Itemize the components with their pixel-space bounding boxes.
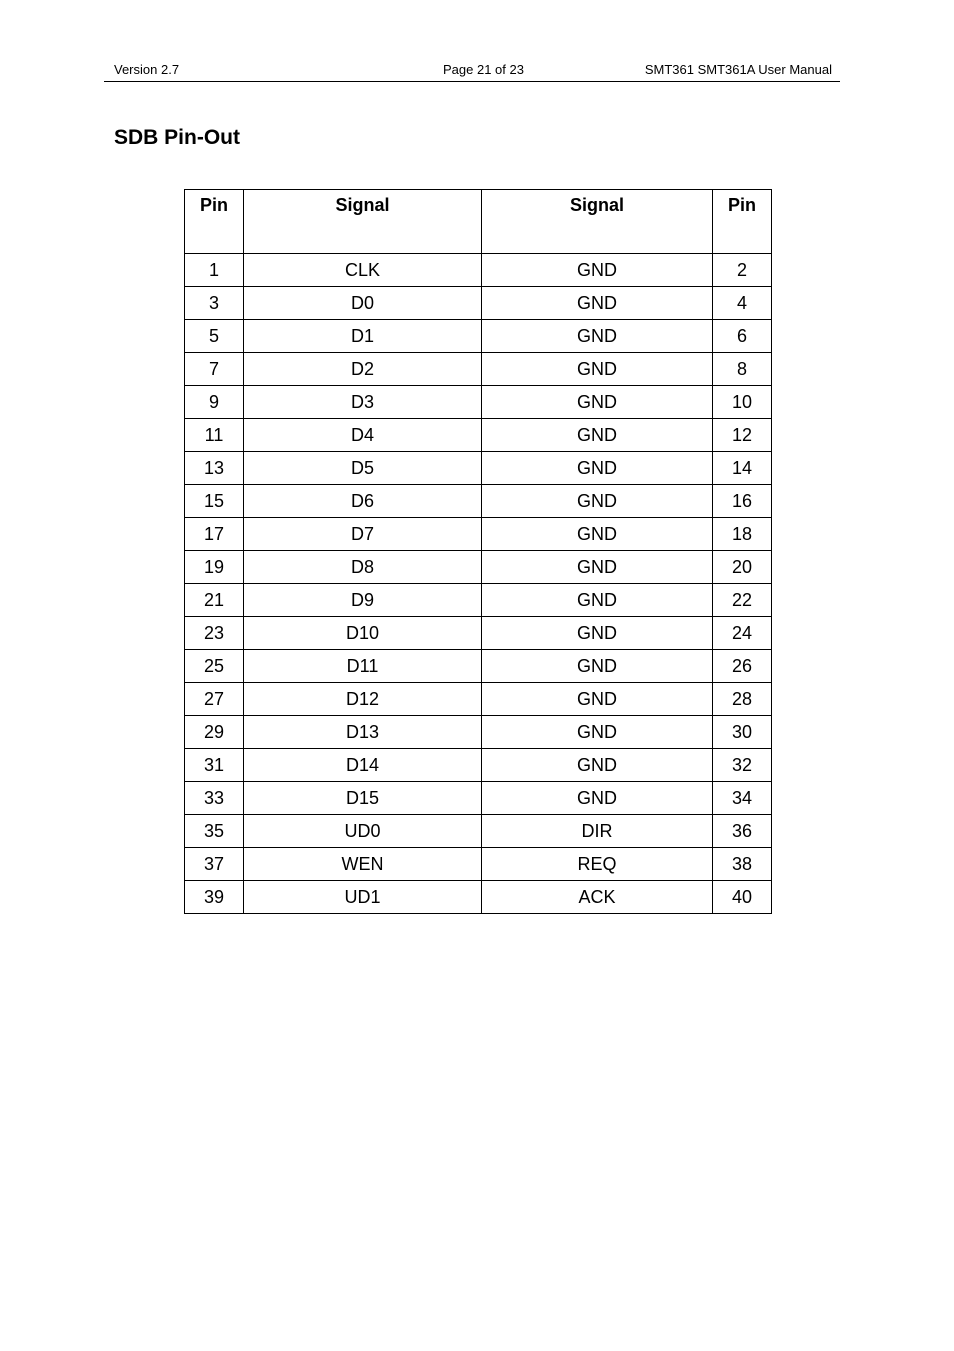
- signal-name: D14: [244, 749, 482, 782]
- signal-name: GND: [482, 749, 713, 782]
- signal-name: GND: [482, 254, 713, 287]
- signal-name: GND: [482, 353, 713, 386]
- signal-name: D8: [244, 551, 482, 584]
- signal-name: UD0: [244, 815, 482, 848]
- pin-number: 16: [713, 485, 772, 518]
- pin-number: 24: [713, 617, 772, 650]
- page-header: [104, 61, 840, 82]
- table-row: [185, 881, 772, 914]
- pin-number: 18: [713, 518, 772, 551]
- signal-name: D6: [244, 485, 482, 518]
- pin-number: 30: [713, 716, 772, 749]
- signal-name: UD1: [244, 881, 482, 914]
- signal-name: GND: [482, 485, 713, 518]
- pin-number: 35: [185, 815, 244, 848]
- signal-name: D4: [244, 419, 482, 452]
- pin-number: 22: [713, 584, 772, 617]
- signal-name: D0: [244, 287, 482, 320]
- pin-number: 1: [185, 254, 244, 287]
- signal-name: WEN: [244, 848, 482, 881]
- table-row: [185, 485, 772, 518]
- table-body: [185, 254, 772, 914]
- pin-number: 26: [713, 650, 772, 683]
- pin-number: 12: [713, 419, 772, 452]
- table-row: [185, 287, 772, 320]
- pin-number: 29: [185, 716, 244, 749]
- table-row: [185, 551, 772, 584]
- pin-number: 40: [713, 881, 772, 914]
- pin-number: 31: [185, 749, 244, 782]
- pin-number: 39: [185, 881, 244, 914]
- table-row: [185, 419, 772, 452]
- table-row: [185, 848, 772, 881]
- pin-number: 13: [185, 452, 244, 485]
- table-header-row: [185, 190, 772, 254]
- pin-number: 4: [713, 287, 772, 320]
- table-row: [185, 683, 772, 716]
- pin-number: 6: [713, 320, 772, 353]
- header-signal: Signal: [482, 190, 713, 254]
- table-row: [185, 353, 772, 386]
- table-row: [185, 452, 772, 485]
- signal-name: GND: [482, 320, 713, 353]
- pin-number: 34: [713, 782, 772, 815]
- table-row: [185, 584, 772, 617]
- table-row: [185, 254, 772, 287]
- signal-name: D3: [244, 386, 482, 419]
- signal-name: GND: [482, 287, 713, 320]
- signal-name: D9: [244, 584, 482, 617]
- signal-name: GND: [482, 716, 713, 749]
- pin-number: 8: [713, 353, 772, 386]
- signal-name: D13: [244, 716, 482, 749]
- header-pin: Pin: [185, 190, 244, 254]
- table-row: [185, 320, 772, 353]
- header-pin: Pin: [713, 190, 772, 254]
- signal-name: D12: [244, 683, 482, 716]
- pin-number: 33: [185, 782, 244, 815]
- signal-name: D1: [244, 320, 482, 353]
- signal-name: CLK: [244, 254, 482, 287]
- section-title: SDB Pin-Out: [114, 126, 240, 149]
- signal-name: GND: [482, 386, 713, 419]
- pinout-table: [184, 189, 772, 914]
- document-version: Version 2.7: [114, 62, 180, 77]
- signal-name: GND: [482, 617, 713, 650]
- pin-number: 36: [713, 815, 772, 848]
- pin-number: 9: [185, 386, 244, 419]
- signal-name: D15: [244, 782, 482, 815]
- pin-number: 38: [713, 848, 772, 881]
- pin-number: 10: [713, 386, 772, 419]
- pin-number: 37: [185, 848, 244, 881]
- pin-number: 32: [713, 749, 772, 782]
- signal-name: DIR: [482, 815, 713, 848]
- signal-name: D11: [244, 650, 482, 683]
- pin-number: 21: [185, 584, 244, 617]
- signal-name: GND: [482, 584, 713, 617]
- signal-name: D5: [244, 452, 482, 485]
- pin-number: 14: [713, 452, 772, 485]
- pin-number: 25: [185, 650, 244, 683]
- pin-number: 27: [185, 683, 244, 716]
- pin-number: 2: [713, 254, 772, 287]
- page-number: Page 21 of 23: [443, 62, 524, 77]
- table-row: [185, 782, 772, 815]
- pin-number: 7: [185, 353, 244, 386]
- manual-title: SMT361 SMT361A User Manual: [644, 62, 832, 77]
- pin-number: 28: [713, 683, 772, 716]
- pin-number: 15: [185, 485, 244, 518]
- table-row: [185, 716, 772, 749]
- signal-name: ACK: [482, 881, 713, 914]
- signal-name: GND: [482, 650, 713, 683]
- table-row: [185, 650, 772, 683]
- signal-name: GND: [482, 551, 713, 584]
- table-row: [185, 518, 772, 551]
- signal-name: GND: [482, 782, 713, 815]
- pin-number: 23: [185, 617, 244, 650]
- signal-name: D10: [244, 617, 482, 650]
- signal-name: GND: [482, 683, 713, 716]
- signal-name: GND: [482, 419, 713, 452]
- pin-number: 20: [713, 551, 772, 584]
- pin-number: 11: [185, 419, 244, 452]
- table-row: [185, 815, 772, 848]
- table-row: [185, 749, 772, 782]
- pin-number: 3: [185, 287, 244, 320]
- table-row: [185, 386, 772, 419]
- pin-number: 19: [185, 551, 244, 584]
- header-signal: Signal: [244, 190, 482, 254]
- signal-name: D7: [244, 518, 482, 551]
- signal-name: D2: [244, 353, 482, 386]
- signal-name: GND: [482, 518, 713, 551]
- pin-number: 17: [185, 518, 244, 551]
- table-row: [185, 617, 772, 650]
- pin-number: 5: [185, 320, 244, 353]
- signal-name: GND: [482, 452, 713, 485]
- signal-name: REQ: [482, 848, 713, 881]
